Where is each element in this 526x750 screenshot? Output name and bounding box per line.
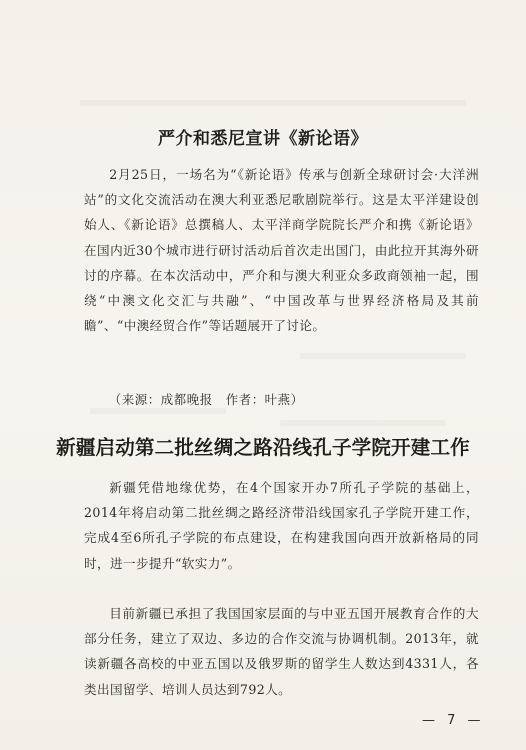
bleed-through-line — [90, 408, 226, 414]
bleed-through-line — [80, 100, 466, 106]
page-number: — 7 — — [422, 713, 485, 728]
bleed-through-line — [300, 353, 466, 359]
article-title: 严介和悉尼宣讲《新论语》 — [158, 129, 368, 149]
article-paragraph: 新疆凭借地缘优势，在4个国家开办7所孔子学院的基础上，2014年将启动第二批丝绸之路经济带沿线国家孔子学院开建工作，完成4至6所孔子学院的布点建设，在构建我国向西开放新格局的同时，进一步提升“软实力”。 — [84, 480, 479, 571]
article-title: 新疆启动第二批丝绸之路沿线孔子学院开建工作 — [56, 436, 470, 459]
article-paragraph: 目前新疆已承担了我国国家层面的与中亚五国开展教育合作的大部分任务，建立了双边、多边的合作交流与协调机制。2013年，就读新疆各高校的中亚五国以及俄罗斯的留学生人数达到4331人，各类出国留学、培训人员达到792人。 — [84, 606, 479, 697]
article-paragraph: 2月25日，一场名为“《新论语》传承与创新全球研讨会·大洋洲站”的文化交流活动在澳大利亚悉尼歌剧院举行。这是太平洋建设创始人、《新论语》总撰稿人、太平洋商学院院长严介和携《新论语》在国内近30个城市进行研讨活动后首次走出国门，由此拉开其海外研讨的序幕。在本次活动中，严介和与澳大利亚众多政商领袖一起，围绕“中澳文化交汇与共融”、“中国改革与世界经济格局及其前瞻”、“中澳经贸合作”等话题展开了讨论。 — [84, 167, 479, 334]
article-source: （来源：成都晚报 作者：叶燕） — [108, 392, 304, 407]
bleed-through-line — [280, 420, 446, 426]
